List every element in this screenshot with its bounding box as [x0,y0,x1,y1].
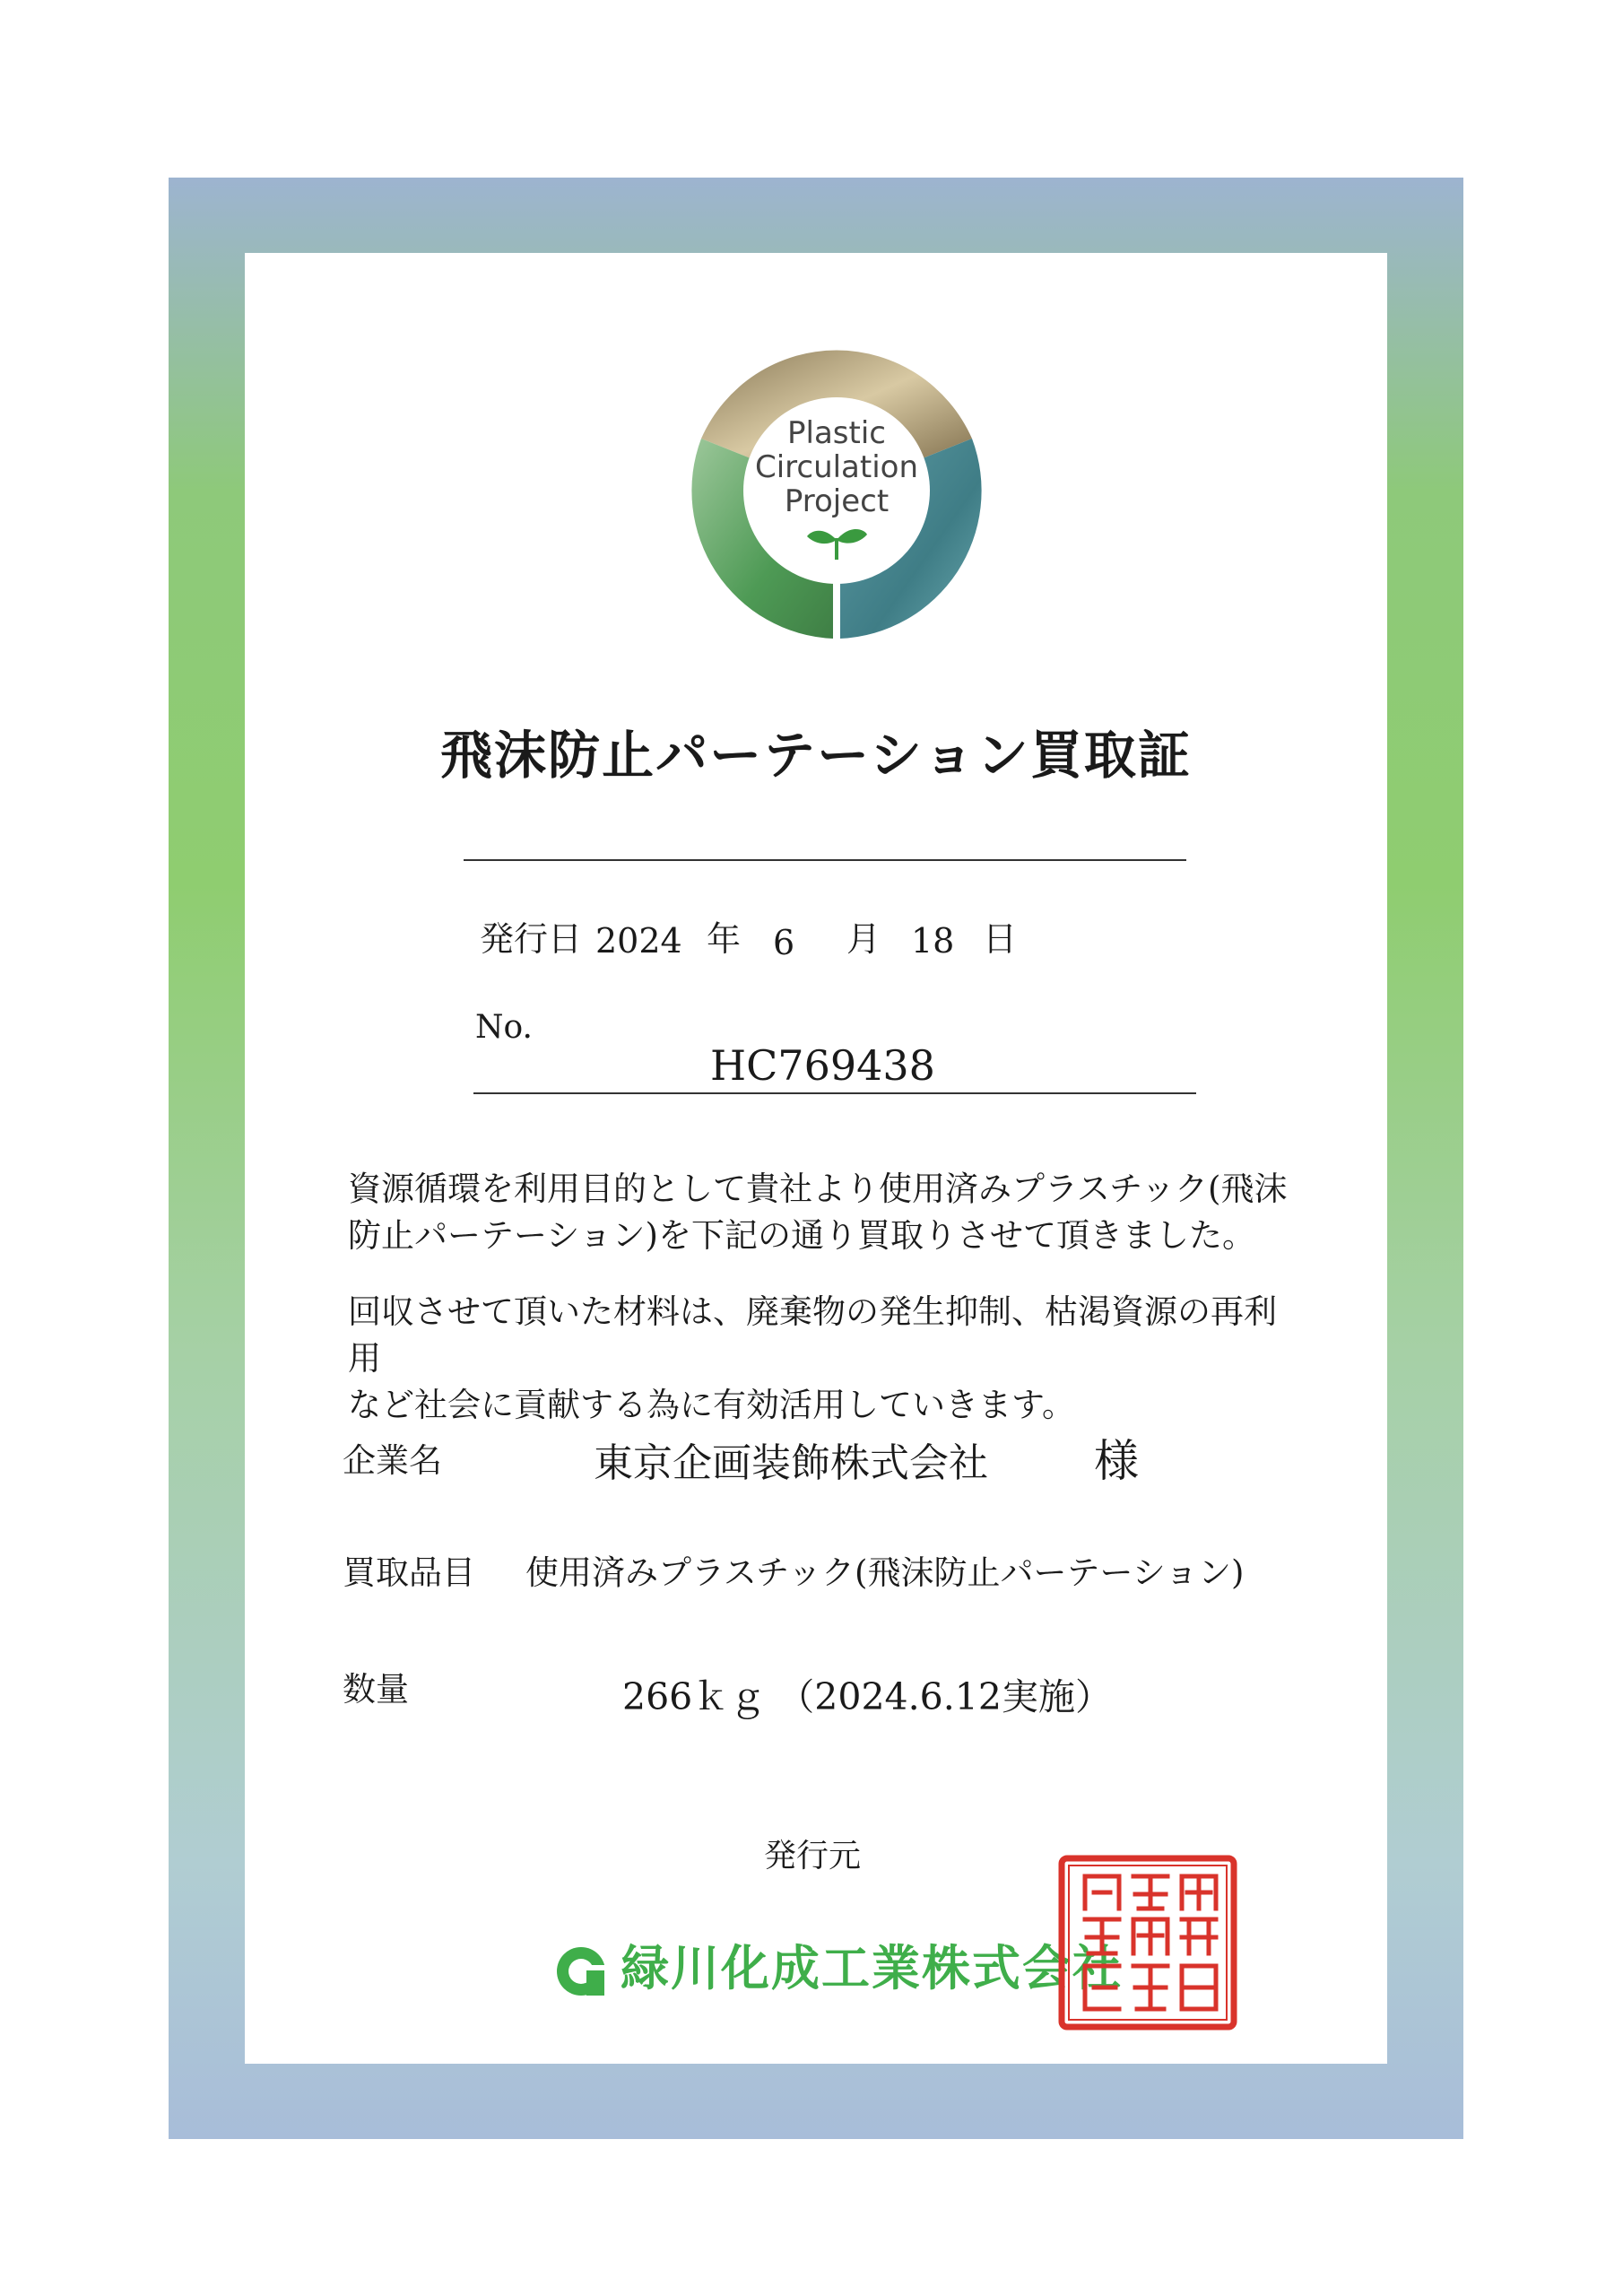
issue-date-label: 発行日 [480,919,583,959]
issue-year-unit: 年 [707,919,742,959]
company-honorific: 様 [1094,1435,1139,1487]
certificate-number-label: No. [475,1009,533,1046]
page-title: 飛沫防止パーテーション買取証 [440,725,1192,786]
company-label: 企業名 [343,1441,442,1480]
plastic-circulation-project-logo [680,334,994,648]
number-underline [473,1092,1196,1094]
intro-line-2: 防止パーテーション)を下記の通り買取りさせて頂きました。 [348,1216,1255,1255]
logo-line-3: Project [784,483,890,519]
item-label: 買取品目 [343,1553,475,1592]
intro-paragraph [348,1166,1298,1259]
issuer-name: 緑川化成工業株式会社 [621,1940,1123,1996]
logo-line-1: Plastic [787,415,886,451]
usage-line-1: 回収させて頂いた材料は、廃棄物の発生抑制、枯渇資源の再利用 [348,1292,1277,1378]
issue-day: 18 [911,921,955,961]
quantity-label: 数量 [343,1670,409,1709]
intro-line-1: 資源循環を利用目的として貴社より使用済みプラスチック(飛沫 [348,1170,1288,1208]
certificate-number: HC769438 [710,1041,935,1090]
issuer-label: 発行元 [764,1838,862,1874]
title-underline [464,859,1186,861]
usage-paragraph [348,1289,1298,1429]
company-name: 東京企画装飾株式会社 [594,1440,988,1486]
issue-day-unit: 日 [983,919,1018,959]
quantity-value: 266ｋｇ （2024.6.12実施） [622,1675,1112,1718]
logo-line-2: Circulation [754,449,919,485]
item-value: 使用済みプラスチック(飛沫防止パーテーション) [525,1553,1245,1592]
issue-month-unit: 月 [846,919,881,959]
company-seal [1058,1855,1237,2031]
issuer-mark-icon [554,1944,610,1999]
issuer-logo [554,1930,1123,1999]
usage-line-2: など社会に貢献する為に有効活用していきます。 [348,1386,1076,1424]
issue-year: 2024 [595,921,682,961]
issue-month: 6 [773,923,795,962]
